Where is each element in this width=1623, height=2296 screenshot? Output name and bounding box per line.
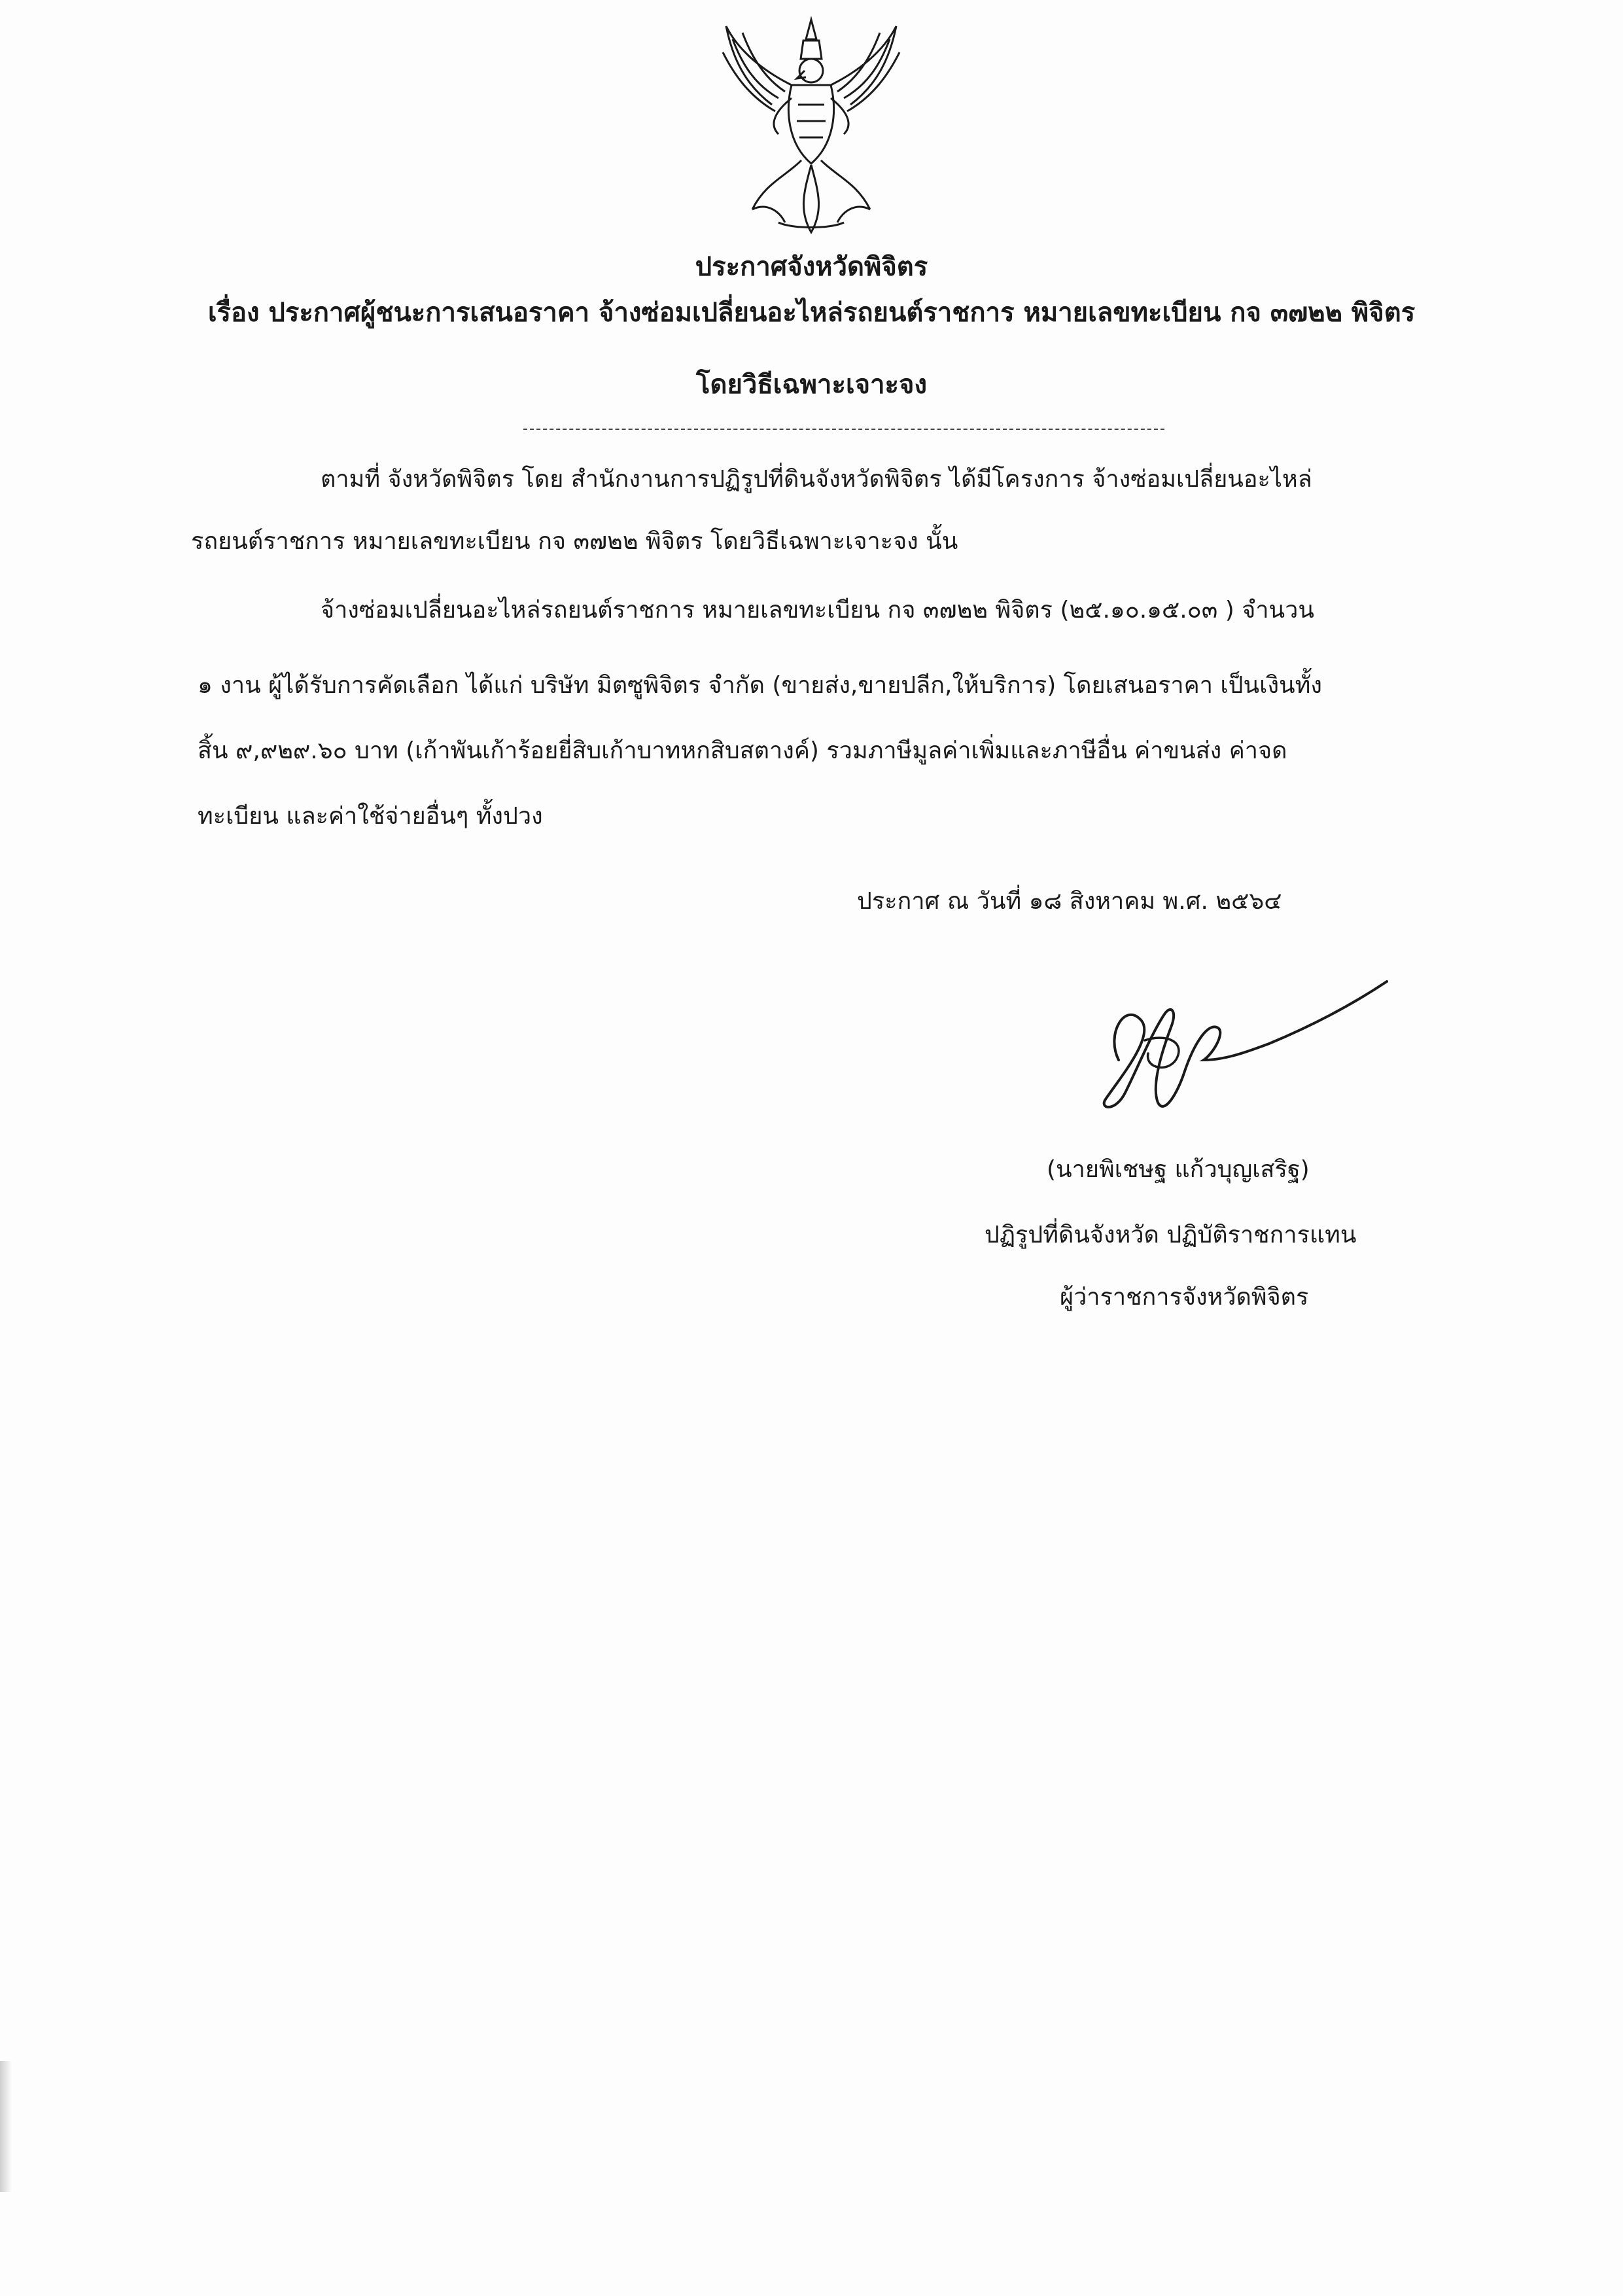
signatory-name: (นายพิเชษฐ แก้วบุญเสริฐ) <box>1047 1156 1310 1183</box>
paragraph-1-line-1: ตามที่ จังหวัดพิจิตร โดย สำนักงานการปฏิรูปที่ดินจังหวัดพิจิตร ได้มีโครงการ จ้างซ่อมเปลี่ยนอะไหล่ <box>321 466 1312 493</box>
subject-continuation: โดยวิธีเฉพาะเจาะจง <box>695 370 928 400</box>
signatory-on-behalf: ผู้ว่าราชการจังหวัดพิจิตร <box>1060 1284 1309 1311</box>
page-title: ประกาศจังหวัดพิจิตร <box>695 252 928 282</box>
paragraph-2-line-4: ทะเบียน และค่าใช้จ่ายอื่นๆ ทั้งปวง <box>198 803 543 830</box>
paragraph-1-line-2: รถยนต์ราชการ หมายเลขทะเบียน กจ ๓๗๒๒ พิจิตร โดยวิธีเฉพาะเจาะจง นั้น <box>191 528 958 555</box>
scan-edge-mark <box>0 2061 12 2192</box>
signatory-position: ปฏิรูปที่ดินจังหวัด ปฏิบัติราชการแทน <box>985 1222 1357 1248</box>
subject-line: เรื่อง ประกาศผู้ชนะการเสนอราคา จ้างซ่อมเปลี่ยนอะไหล่รถยนต์ราชการ หมายเลขทะเบียน กจ ๓๗๒๒ พิจิตร <box>207 298 1416 328</box>
signature-icon <box>1079 962 1393 1119</box>
announcement-date: ประกาศ ณ วันที่ ๑๘ สิงหาคม พ.ศ. ๒๕๖๔ <box>857 888 1282 915</box>
separator-divider <box>523 429 1164 430</box>
paragraph-2-line-1: จ้างซ่อมเปลี่ยนอะไหล่รถยนต์ราชการ หมายเลขทะเบียน กจ ๓๗๒๒ พิจิตร (๒๕.๑๐.๑๕.๐๓ ) จำนวน <box>321 597 1314 624</box>
paragraph-2-line-3: สิ้น ๙,๙๒๙.๖๐ บาท (เก้าพันเก้าร้อยยี่สิบเก้าบาทหกสิบสตางค์) รวมภาษีมูลค่าเพิ่มและภาษีอื่น ค่าขนส่ง ค่าจด <box>198 737 1287 764</box>
garuda-emblem-icon <box>713 13 909 242</box>
paragraph-2-line-2: ๑ งาน ผู้ได้รับการคัดเลือก ได้แก่ บริษัท มิตซูพิจิตร จำกัด (ขายส่ง,ขายปลีก,ให้บริการ) โดยเสนอราคา เป็นเงินทั้ง <box>198 672 1322 699</box>
